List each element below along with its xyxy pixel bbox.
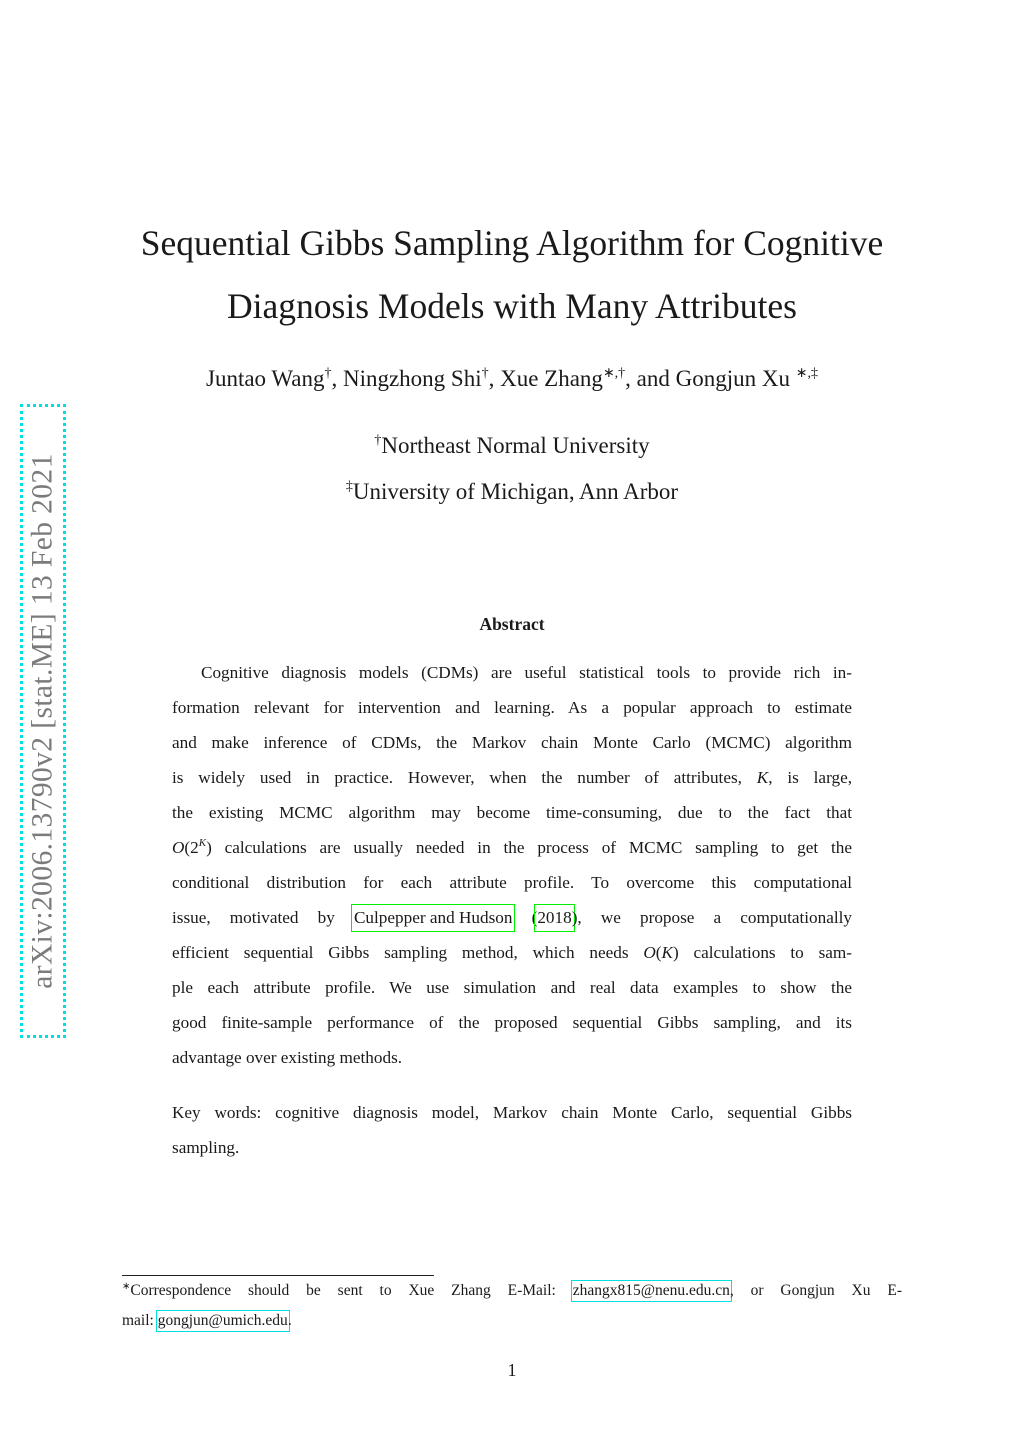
email-link-xue-zhang[interactable]: zhangx815@nenu.edu.cn — [572, 1282, 730, 1299]
affiliation-name: Northeast Normal University — [381, 433, 650, 458]
abstract-line: formation relevant for intervention and learning. As a popular approach to estimate — [172, 698, 852, 717]
math-variable: K — [198, 837, 207, 849]
text-span: ( — [655, 943, 662, 962]
abstract-line: the existing MCMC algorithm may become time-consuming, due to the fact that — [172, 803, 852, 822]
affiliation-1 — [112, 431, 912, 461]
text-span: ), we propose a computationally — [571, 908, 852, 927]
author-list — [112, 364, 912, 394]
author-separator: , — [488, 366, 501, 391]
title-line-2: Diagnosis Models with Many Attributes — [227, 286, 797, 326]
abstract-line — [172, 904, 852, 932]
abstract-line: advantage over existing methods. — [172, 1048, 403, 1067]
text-span: issue, motivated by — [172, 908, 335, 927]
math-expression — [643, 943, 673, 962]
text-span: , or Gongjun Xu E- — [729, 1282, 902, 1299]
affiliation-mark: ‡ — [345, 479, 353, 494]
text-span: is widely used in practice. However, when the number of attributes, — [172, 768, 742, 787]
author-affiliation-mark: † — [324, 366, 332, 381]
citation-link-authors[interactable]: Culpepper and Hudson — [353, 908, 513, 927]
author-affiliation-mark: ∗,‡ — [795, 366, 818, 381]
author-name: Gongjun Xu — [675, 366, 796, 391]
abstract-heading: Abstract — [479, 614, 545, 634]
author-name: Xue Zhang — [500, 366, 603, 391]
keywords-line: Key words: cognitive diagnosis model, Markov chain Monte Carlo, sequential Gibbs — [172, 1103, 852, 1122]
affiliation-mark: † — [374, 433, 382, 448]
affiliation-name: University of Michigan, Ann Arbor — [352, 479, 679, 504]
abstract-line: ple each attribute profile. We use simulation and real data examples to show the — [172, 978, 852, 997]
text-span: , is large, — [768, 768, 852, 787]
abstract-line: and make inference of CDMs, the Markov chain Monte Carlo (MCMC) algorithm — [172, 733, 852, 752]
abstract-line: Cognitive diagnosis models (CDMs) are useful statistical tools to provide rich in- — [201, 663, 852, 682]
text-span: Correspondence should be sent to Xue Zhang E-Mail: — [130, 1282, 556, 1299]
author-affiliation-mark: † — [481, 366, 489, 381]
abstract-line — [172, 939, 852, 967]
text-span: (2 — [184, 838, 199, 857]
text-span: efficient sequential Gibbs sampling method, which needs — [172, 943, 629, 962]
author-name: Ningzhong Shi — [342, 366, 482, 391]
abstract-line — [172, 834, 852, 862]
author-name: Juntao Wang — [206, 366, 325, 391]
math-variable: O — [172, 838, 185, 857]
math-variable: K — [756, 768, 769, 787]
keywords-line: sampling. — [172, 1138, 240, 1157]
author-separator: , and — [625, 366, 676, 391]
affiliation-2 — [112, 477, 912, 507]
citation-link-year[interactable]: 2018 — [537, 908, 572, 927]
page-number: 1 — [507, 1360, 517, 1380]
footnote-divider — [122, 1275, 434, 1276]
author-separator: , — [331, 366, 343, 391]
text-span: . — [287, 1312, 292, 1329]
paper-title — [112, 212, 912, 338]
footnote-mark: ∗ — [122, 1281, 131, 1292]
math-variable: K — [661, 943, 673, 962]
arxiv-identifier-link[interactable] — [20, 404, 66, 1038]
abstract-line — [172, 764, 852, 792]
footnote-line — [122, 1279, 902, 1303]
text-span: ( — [531, 908, 538, 927]
math-expression — [172, 838, 206, 857]
text-span: ) calculations to sam- — [672, 943, 852, 962]
footnote-line — [122, 1309, 902, 1333]
text-span: mail: — [122, 1312, 154, 1329]
title-line-1: Sequential Gibbs Sampling Algorithm for Cognitive — [140, 223, 884, 263]
abstract-line: good finite-sample performance of the proposed sequential Gibbs sampling, and its — [172, 1013, 852, 1032]
abstract-line: conditional distribution for each attribute profile. To overcome this computational — [172, 873, 852, 892]
arxiv-identifier-text: arXiv:2006.13790v2 [stat.ME] 13 Feb 2021 — [26, 453, 59, 989]
author-affiliation-mark: ∗,† — [602, 366, 626, 381]
text-span: ) calculations are usually needed in the process of MCMC sampling to get the — [206, 838, 852, 857]
email-link-gongjun-xu[interactable]: gongjun@umich.edu — [157, 1312, 288, 1329]
math-variable: O — [643, 943, 656, 962]
